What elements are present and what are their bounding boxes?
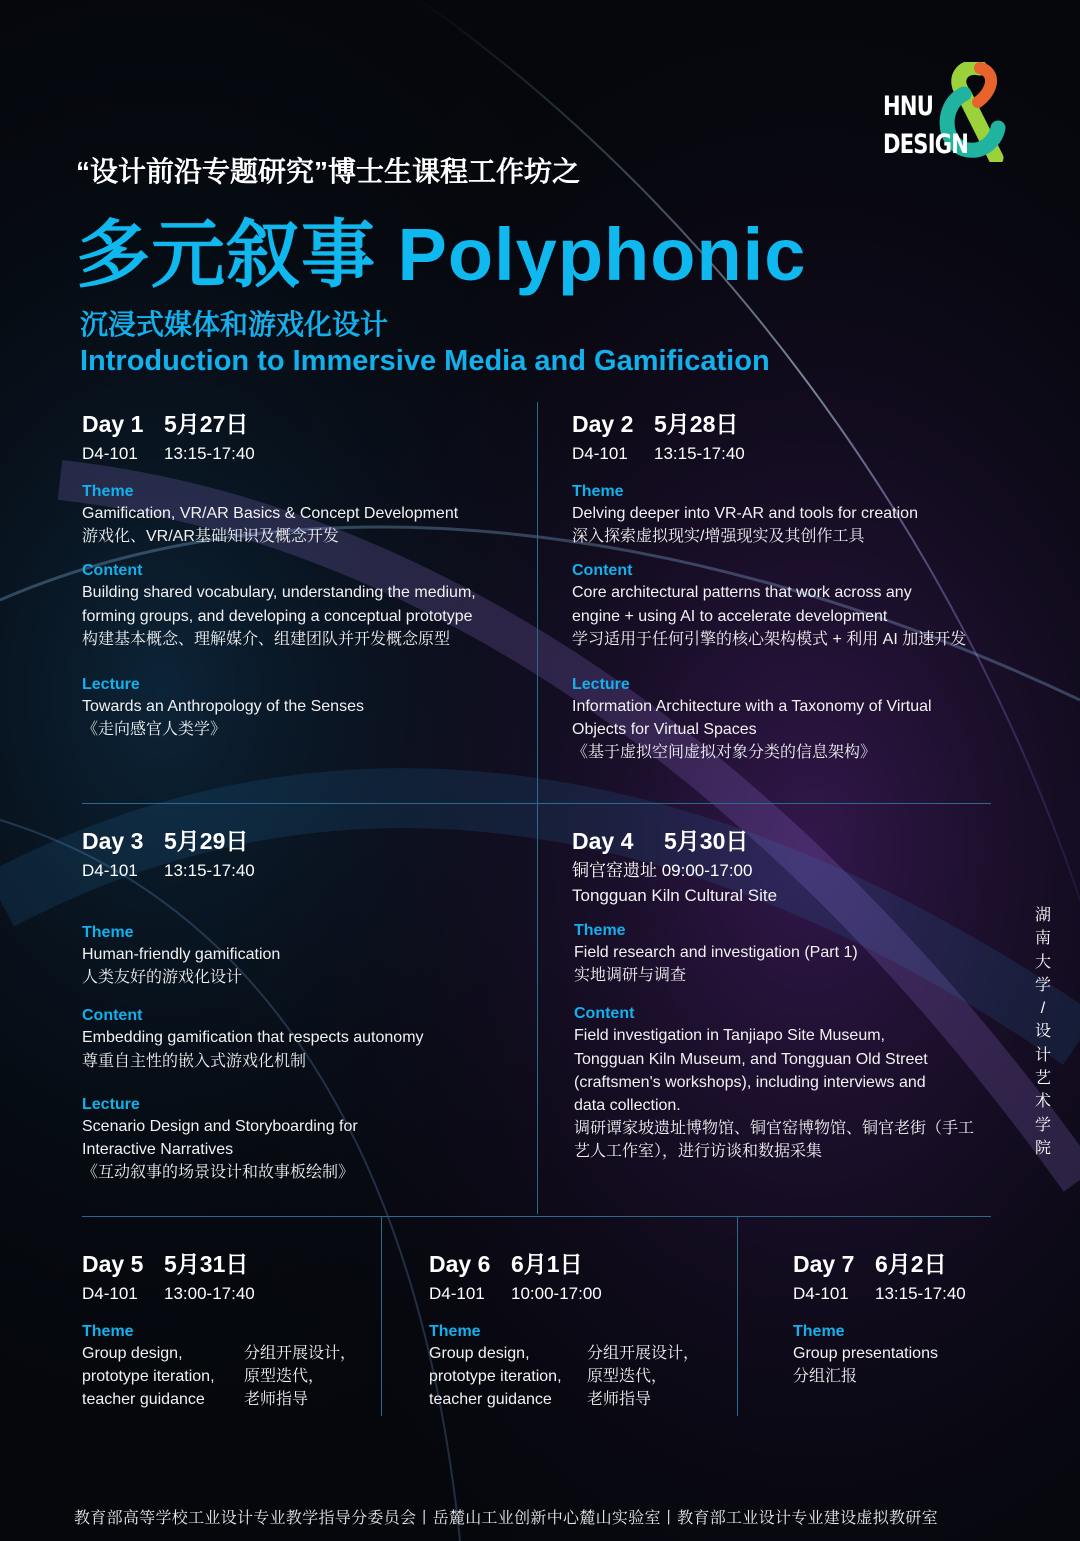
- theme-cn: 分组开展设计，: [244, 1345, 357, 1362]
- lecture-label: Lecture: [82, 676, 140, 694]
- vertical-char: 术: [1034, 1093, 1051, 1111]
- day-date: 5月28日: [654, 411, 739, 437]
- theme-cn: 实地调研与调查: [574, 967, 687, 985]
- theme-en: teacher guidance: [429, 1391, 552, 1409]
- day-number: Day 7: [793, 1251, 855, 1277]
- lecture-line: Objects for Virtual Spaces: [572, 721, 757, 739]
- theme-cn: 游戏化、VR/AR基础知识及概念开发: [82, 528, 339, 546]
- theme-cn: 原型迭代，: [244, 1368, 325, 1386]
- day-heading: [793, 1248, 1023, 1280]
- room: D4-101: [82, 444, 138, 463]
- room: D4-101: [572, 444, 628, 463]
- content-line: forming groups, and developing a conceptual prototype: [82, 607, 473, 625]
- content-line: (craftsmen's workshops), including interviews and: [574, 1073, 926, 1091]
- theme-en: prototype iteration,: [429, 1368, 562, 1386]
- theme-cn: 老师指导: [587, 1391, 652, 1409]
- vertical-char: 艺: [1034, 1070, 1051, 1088]
- content-line: Tongguan Kiln Museum, and Tongguan Old Street: [574, 1050, 928, 1068]
- day-number: Day 3: [82, 828, 144, 854]
- theme-en: teacher guidance: [82, 1391, 205, 1409]
- room: D4-101: [82, 861, 138, 880]
- vertical-char: 南: [1034, 930, 1051, 948]
- vertical-school-name: [1033, 904, 1053, 1160]
- day-number: Day 6: [429, 1251, 491, 1277]
- lecture-line: Towards an Anthropology of the Senses: [82, 698, 364, 716]
- theme-label: Theme: [82, 483, 134, 500]
- day-date: 5月29日: [164, 828, 249, 854]
- day-number: Day 1: [82, 411, 144, 437]
- theme-label: Theme: [429, 1323, 481, 1340]
- theme-cn: 分组汇报: [793, 1368, 858, 1386]
- day-heading: [82, 408, 532, 440]
- site-time: 铜官窑遗址 09:00-17:00: [572, 861, 753, 880]
- divider-vertical-top: [537, 402, 538, 1214]
- title-english: Introduction to Immersive Media and Gamification: [80, 345, 770, 377]
- theme-label: Theme: [82, 924, 134, 941]
- day-7-block: [793, 1248, 1023, 1388]
- day-number: Day 2: [572, 411, 634, 437]
- content-line: data collection.: [574, 1097, 681, 1115]
- lecture-line: 《基于虚拟空间虚拟对象分类的信息架构》: [572, 744, 877, 762]
- day-heading: [82, 825, 532, 857]
- theme-cn: 深入探索虚拟现实/增强现实及其创作工具: [572, 528, 865, 546]
- divider-horizontal-2: [82, 1216, 991, 1217]
- theme-label: Theme: [82, 1323, 134, 1340]
- vertical-char: /: [1040, 1000, 1046, 1018]
- day-1-block: [82, 408, 532, 741]
- day-heading: [572, 825, 1012, 857]
- lecture-label: Lecture: [82, 1095, 140, 1113]
- lecture-line: Scenario Design and Storyboarding for: [82, 1117, 358, 1135]
- vertical-char: 湖: [1034, 907, 1051, 924]
- lecture-line: 《走向感官人类学》: [82, 721, 227, 739]
- vertical-char: 学: [1034, 1116, 1051, 1134]
- vertical-char: 设: [1034, 1023, 1051, 1041]
- day-5-block: [82, 1248, 377, 1412]
- time: 13:15-17:40: [875, 1284, 966, 1303]
- content-line: Field investigation in Tanjiapo Site Museum,: [574, 1027, 885, 1045]
- content-line: 构建基本概念、理解媒介、组建团队并开发概念原型: [82, 630, 451, 648]
- time: 13:15-17:40: [654, 444, 745, 463]
- theme-label: Theme: [574, 922, 626, 939]
- day-3-block: [82, 825, 532, 1184]
- logo-hnu-text: HNU: [883, 91, 934, 122]
- room: D4-101: [793, 1284, 849, 1303]
- vertical-char: 大: [1034, 953, 1051, 971]
- time: 13:15-17:40: [164, 861, 255, 880]
- theme-label: Theme: [572, 483, 624, 500]
- workshop-subtitle: “设计前沿专题研究”博士生课程工作坊之: [76, 156, 581, 187]
- content-line: 尊重自主性的嵌入式游戏化机制: [82, 1052, 307, 1070]
- day-date: 5月27日: [164, 411, 249, 437]
- theme-en: Group design,: [82, 1345, 183, 1362]
- theme-en: prototype iteration,: [82, 1368, 215, 1386]
- day-meta: [793, 1281, 1023, 1307]
- title-chinese: 沉浸式媒体和游戏化设计: [80, 309, 389, 340]
- day-date: 6月2日: [875, 1251, 947, 1277]
- lecture-line: 《互动叙事的场景设计和故事板绘制》: [82, 1164, 355, 1182]
- content-line: 学习适用于任何引擎的核心架构模式 + 利用 AI 加速开发: [572, 630, 967, 648]
- theme-group: [429, 1342, 729, 1412]
- theme-cn: 原型迭代，: [587, 1368, 668, 1386]
- theme-en: Delving deeper into VR-AR and tools for creation: [572, 505, 918, 522]
- divider-vertical-bottom-1: [381, 1216, 382, 1416]
- content-label: Content: [574, 1005, 635, 1023]
- content-label: Content: [82, 1007, 143, 1025]
- time: 13:15-17:40: [164, 444, 255, 463]
- lecture-line: Information Architecture with a Taxonomy of Virtual: [572, 698, 932, 716]
- theme-en: Field research and investigation (Part 1): [574, 944, 858, 961]
- day-number: Day 4: [572, 828, 634, 854]
- theme-en: Gamification, VR/AR Basics & Concept Development: [82, 505, 459, 522]
- day-date: 5月30日: [664, 828, 749, 854]
- day-date: 5月31日: [164, 1251, 249, 1277]
- theme-en: Group presentations: [793, 1345, 938, 1362]
- content-line: engine + using AI to accelerate development: [572, 607, 888, 625]
- day-2-block: [572, 408, 1012, 765]
- theme-en: Human-friendly gamification: [82, 946, 281, 963]
- day-meta: [572, 441, 1012, 467]
- content-line: 调研谭家坡遗址博物馆、铜官窑博物馆、铜官老街（手工: [574, 1120, 975, 1138]
- theme-cn: 老师指导: [244, 1391, 309, 1409]
- room: D4-101: [429, 1284, 485, 1303]
- day-date: 6月1日: [511, 1251, 583, 1277]
- time: 13:00-17:40: [164, 1284, 255, 1303]
- lecture-label: Lecture: [572, 676, 630, 694]
- theme-label: Theme: [793, 1323, 845, 1340]
- time: 10:00-17:00: [511, 1284, 602, 1303]
- divider-vertical-bottom-2: [737, 1216, 738, 1416]
- site-name-en: Tongguan Kiln Cultural Site: [572, 886, 778, 905]
- content-label: Content: [572, 562, 633, 580]
- lecture-line: Interactive Narratives: [82, 1141, 234, 1159]
- day-heading: [429, 1248, 729, 1280]
- content-line: 艺人工作室），进行访谈和数据采集: [574, 1143, 823, 1161]
- content-line: Building shared vocabulary, understanding the medium,: [82, 584, 476, 602]
- vertical-char: 学: [1034, 976, 1051, 994]
- vertical-char: 院: [1034, 1139, 1051, 1157]
- day-heading: [82, 1248, 377, 1280]
- day-heading: [572, 408, 1012, 440]
- content-line: Embedding gamification that respects autonomy: [82, 1029, 424, 1047]
- room: D4-101: [82, 1284, 138, 1303]
- day-4-block: [572, 825, 1012, 1164]
- footer-organizers: 教育部高等学校工业设计专业教学指导分委员会丨岳麓山工业创新中心麓山实验室丨教育部工业设计专业建设虚拟教研室: [74, 1510, 938, 1527]
- hnu-design-logo: [878, 62, 1010, 162]
- day-number: Day 5: [82, 1251, 144, 1277]
- divider-horizontal-1: [82, 803, 991, 804]
- content-label: Content: [82, 562, 143, 580]
- day-6-block: [429, 1248, 729, 1412]
- vertical-char: 计: [1034, 1046, 1051, 1064]
- day-meta: [82, 858, 532, 884]
- main-title: 多元叙事 Polyphonic: [76, 213, 807, 296]
- theme-group: [82, 1342, 377, 1412]
- content-line: Core architectural patterns that work across any: [572, 584, 912, 602]
- theme-cn: 人类友好的游戏化设计: [82, 969, 243, 987]
- day-meta: [429, 1281, 729, 1307]
- day-meta: [82, 1281, 377, 1307]
- day-meta: [82, 441, 532, 467]
- theme-cn: 分组开展设计，: [587, 1345, 700, 1362]
- logo-design-text: DESIGN: [883, 129, 969, 160]
- theme-en: Group design,: [429, 1345, 530, 1362]
